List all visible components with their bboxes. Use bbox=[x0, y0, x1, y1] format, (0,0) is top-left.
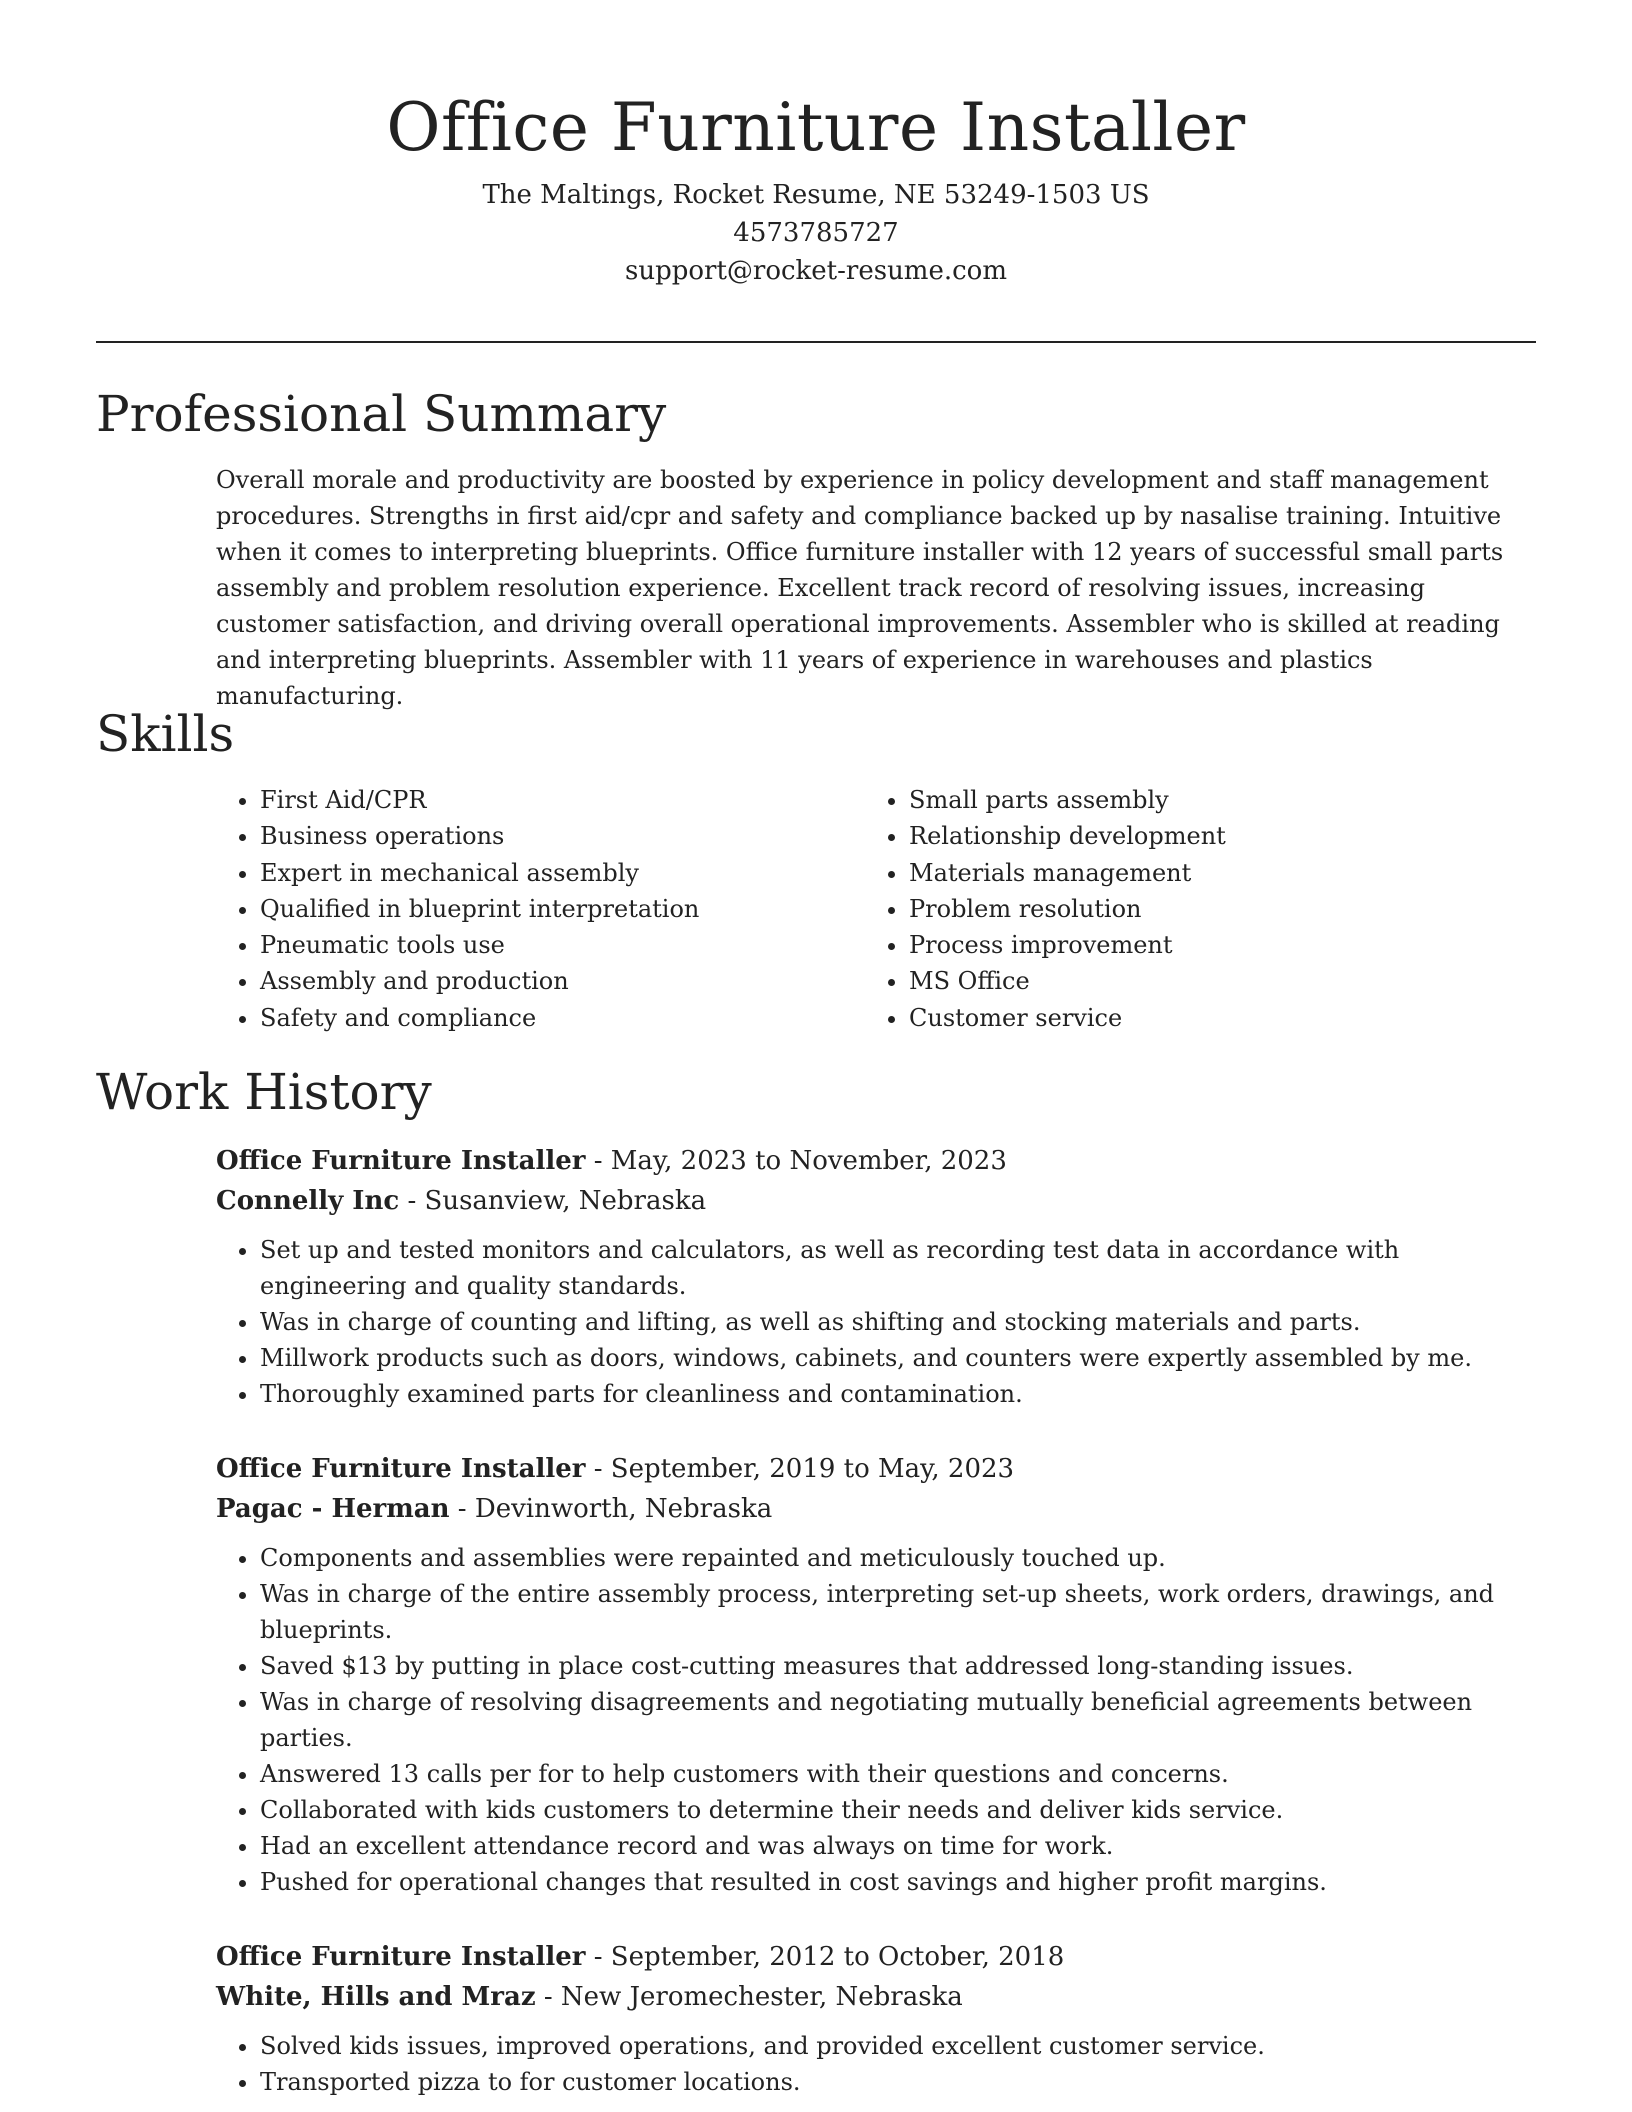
job-bullet: • Collaborated with kids customers to determine their needs and deliver kids service. bbox=[260, 1792, 1536, 1828]
job-company: White, Hills and Mraz bbox=[216, 1982, 536, 2012]
job-location: Susanview, Nebraska bbox=[424, 1186, 707, 1216]
job-bullet: • Had an excellent attendance record and was always on time for work. bbox=[260, 1828, 1536, 1864]
skill-item: • Materials management bbox=[909, 855, 1536, 891]
job-bullet: • Thoroughly examined parts for cleanliness and contamination. bbox=[260, 1376, 1536, 1412]
skill-item: • Qualified in blueprint interpretation bbox=[260, 891, 865, 927]
job-title-line bbox=[216, 1141, 1536, 1181]
job-bullet: • Answered 13 calls per for to help customers with their questions and concerns. bbox=[260, 1756, 1536, 1792]
job-title: Office Furniture Installer bbox=[216, 1942, 586, 1972]
job-dates: May, 2023 to November, 2023 bbox=[610, 1146, 1007, 1176]
job-company-line bbox=[216, 1489, 1536, 1529]
resume-header bbox=[96, 80, 1536, 290]
job-entry bbox=[216, 1937, 1536, 2100]
job-bullets bbox=[216, 1540, 1536, 1900]
summary-text: Overall morale and productivity are boosted by experience in policy development and staff management procedures. Strengths in first aid/cpr and safety and compliance backed up by nasalise training. Intuitive when it comes to interpreting blueprints. Office furniture installer with 12 years of successful small parts assembly and problem resolution experience. Excellent track record of resolving issues, increasing customer satisfaction, and driving overall operational improvements. Assembler who is skilled at reading and interpreting blueprints. Assembler with 11 years of experience in warehouses and plastics manufacturing. bbox=[216, 466, 1504, 710]
job-bullets bbox=[216, 2028, 1536, 2100]
job-company-line bbox=[216, 1181, 1536, 1221]
skill-item: • Relationship development bbox=[909, 818, 1536, 854]
skill-item: • Problem resolution bbox=[909, 891, 1536, 927]
job-bullet: • Pushed for operational changes that resulted in cost savings and higher profit margins. bbox=[260, 1864, 1536, 1900]
job-dates: September, 2019 to May, 2023 bbox=[610, 1454, 1015, 1484]
job-bullet: • Was in charge of counting and lifting, as well as shifting and stocking materials and parts. bbox=[260, 1304, 1536, 1340]
separator: - bbox=[585, 1942, 611, 1972]
job-title-line bbox=[216, 1937, 1536, 1977]
job-entry bbox=[216, 1449, 1536, 1900]
skill-item: • Assembly and production bbox=[260, 963, 865, 999]
job-bullet: • Saved $13 by putting in place cost-cutting measures that addressed long-standing issues. bbox=[260, 1648, 1536, 1684]
job-bullet: • Components and assemblies were repainted and meticulously touched up. bbox=[260, 1540, 1536, 1576]
section-title-skills: Skills bbox=[96, 705, 235, 763]
separator: - bbox=[585, 1454, 611, 1484]
section-title-work-history: Work History bbox=[96, 1063, 432, 1121]
job-entry bbox=[216, 1141, 1536, 1412]
skill-item: • Customer service bbox=[909, 1000, 1536, 1036]
contact-address: The Maltings, Rocket Resume, NE 53249-1503 US bbox=[482, 180, 1150, 210]
contact-phone: 4573785727 bbox=[733, 218, 899, 248]
job-location: New Jeromechester, Nebraska bbox=[560, 1982, 963, 2012]
skill-item: • Business operations bbox=[260, 818, 865, 854]
job-title-line bbox=[216, 1449, 1536, 1489]
job-bullet: • Set up and tested monitors and calculators, as well as recording test data in accordance with engineering and quality standards. bbox=[260, 1232, 1536, 1304]
skill-item: • Small parts assembly bbox=[909, 782, 1536, 818]
skills-column-right bbox=[865, 782, 1536, 1036]
job-location: Devinworth, Nebraska bbox=[474, 1494, 773, 1524]
job-title: Office Furniture Installer bbox=[216, 1454, 586, 1484]
skill-item: • Safety and compliance bbox=[260, 1000, 865, 1036]
job-company: Pagac - Herman bbox=[216, 1494, 450, 1524]
candidate-name: Office Furniture Installer bbox=[386, 89, 1246, 166]
skill-item: • First Aid/CPR bbox=[260, 782, 865, 818]
skill-item: • Pneumatic tools use bbox=[260, 927, 865, 963]
separator: - bbox=[535, 1982, 561, 2012]
separator: - bbox=[585, 1146, 611, 1176]
skills-column-left bbox=[216, 782, 865, 1036]
job-bullet: • Millwork products such as doors, windows, cabinets, and counters were expertly assembled by me. bbox=[260, 1340, 1536, 1376]
job-bullet: • Was in charge of resolving disagreements and negotiating mutually beneficial agreements between parties. bbox=[260, 1684, 1536, 1756]
job-company: Connelly Inc bbox=[216, 1186, 400, 1216]
job-bullet: • Was in charge of the entire assembly process, interpreting set-up sheets, work orders, drawings, and blueprints. bbox=[260, 1576, 1536, 1648]
separator: - bbox=[449, 1494, 475, 1524]
skill-item: • Expert in mechanical assembly bbox=[260, 855, 865, 891]
skills-list bbox=[216, 782, 1536, 1036]
section-title-summary: Professional Summary bbox=[96, 385, 667, 443]
job-company-line bbox=[216, 1977, 1536, 2017]
header-divider bbox=[96, 341, 1536, 343]
job-bullet: • Solved kids issues, improved operations, and provided excellent customer service. bbox=[260, 2028, 1536, 2064]
separator: - bbox=[399, 1186, 425, 1216]
job-bullets bbox=[216, 1232, 1536, 1412]
job-title: Office Furniture Installer bbox=[216, 1146, 586, 1176]
contact-email: support@rocket-resume.com bbox=[624, 256, 1007, 286]
skill-item: • MS Office bbox=[909, 963, 1536, 999]
job-bullet: • Transported pizza to for customer locations. bbox=[260, 2064, 1536, 2100]
contact-block bbox=[96, 176, 1536, 290]
skill-item: • Process improvement bbox=[909, 927, 1536, 963]
job-dates: September, 2012 to October, 2018 bbox=[610, 1942, 1065, 1972]
